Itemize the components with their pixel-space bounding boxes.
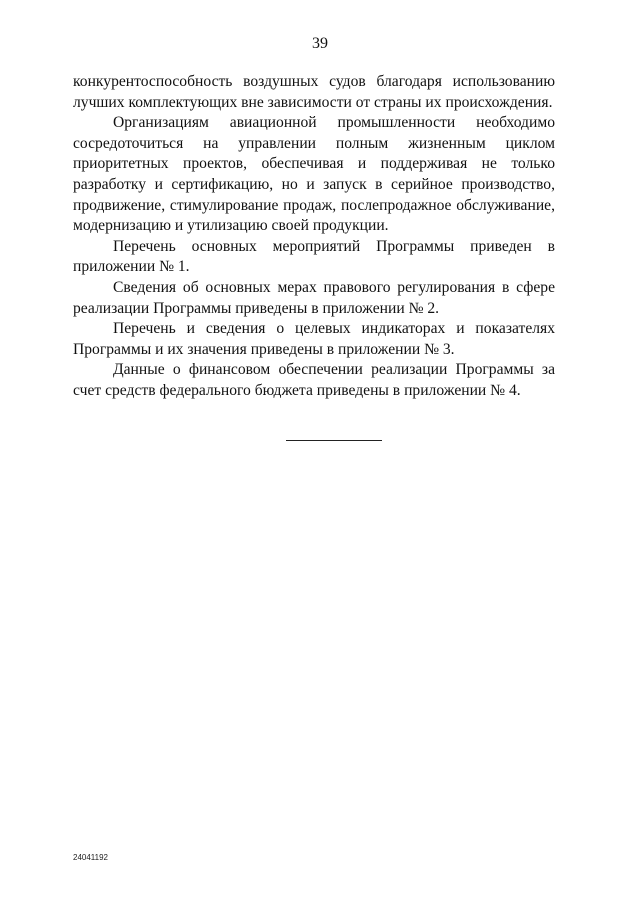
paragraph-appendix-2: Сведения об основных мерах правового регулирования в сфере реализации Программы приведены в приложении № 2. bbox=[73, 278, 555, 317]
paragraph-aviation-industry: Организациям авиационной промышленности необходимо сосредоточиться на управлении полным жизненным циклом приоритетных проектов, обеспечивая и поддерживая не только разработку и сертификацию, но и запуск в серийное производство, продвижение, стимулирование продаж, послепродажное обслуживание, модернизацию и утилизацию своей продукции. bbox=[73, 114, 555, 235]
paragraph-appendix-3: Перечень и сведения о целевых индикаторах и показателях Программы и их значения приведены в приложении № 3. bbox=[73, 320, 555, 358]
document-body bbox=[73, 72, 555, 402]
document-code: 24041192 bbox=[73, 853, 108, 862]
end-of-text-divider bbox=[286, 440, 382, 441]
paragraph-continuation: конкурентоспособность воздушных судов благодаря использованию лучших комплектующих вне зависимости от страны их происхождения. bbox=[73, 73, 555, 111]
page-number: 39 bbox=[312, 35, 328, 52]
paragraph-appendix-4: Данные о финансовом обеспечении реализации Программы за счет средств федерального бюджета приведены в приложении № 4. bbox=[73, 361, 555, 399]
paragraph-appendix-1: Перечень основных мероприятий Программы приведен в приложении № 1. bbox=[73, 237, 555, 276]
